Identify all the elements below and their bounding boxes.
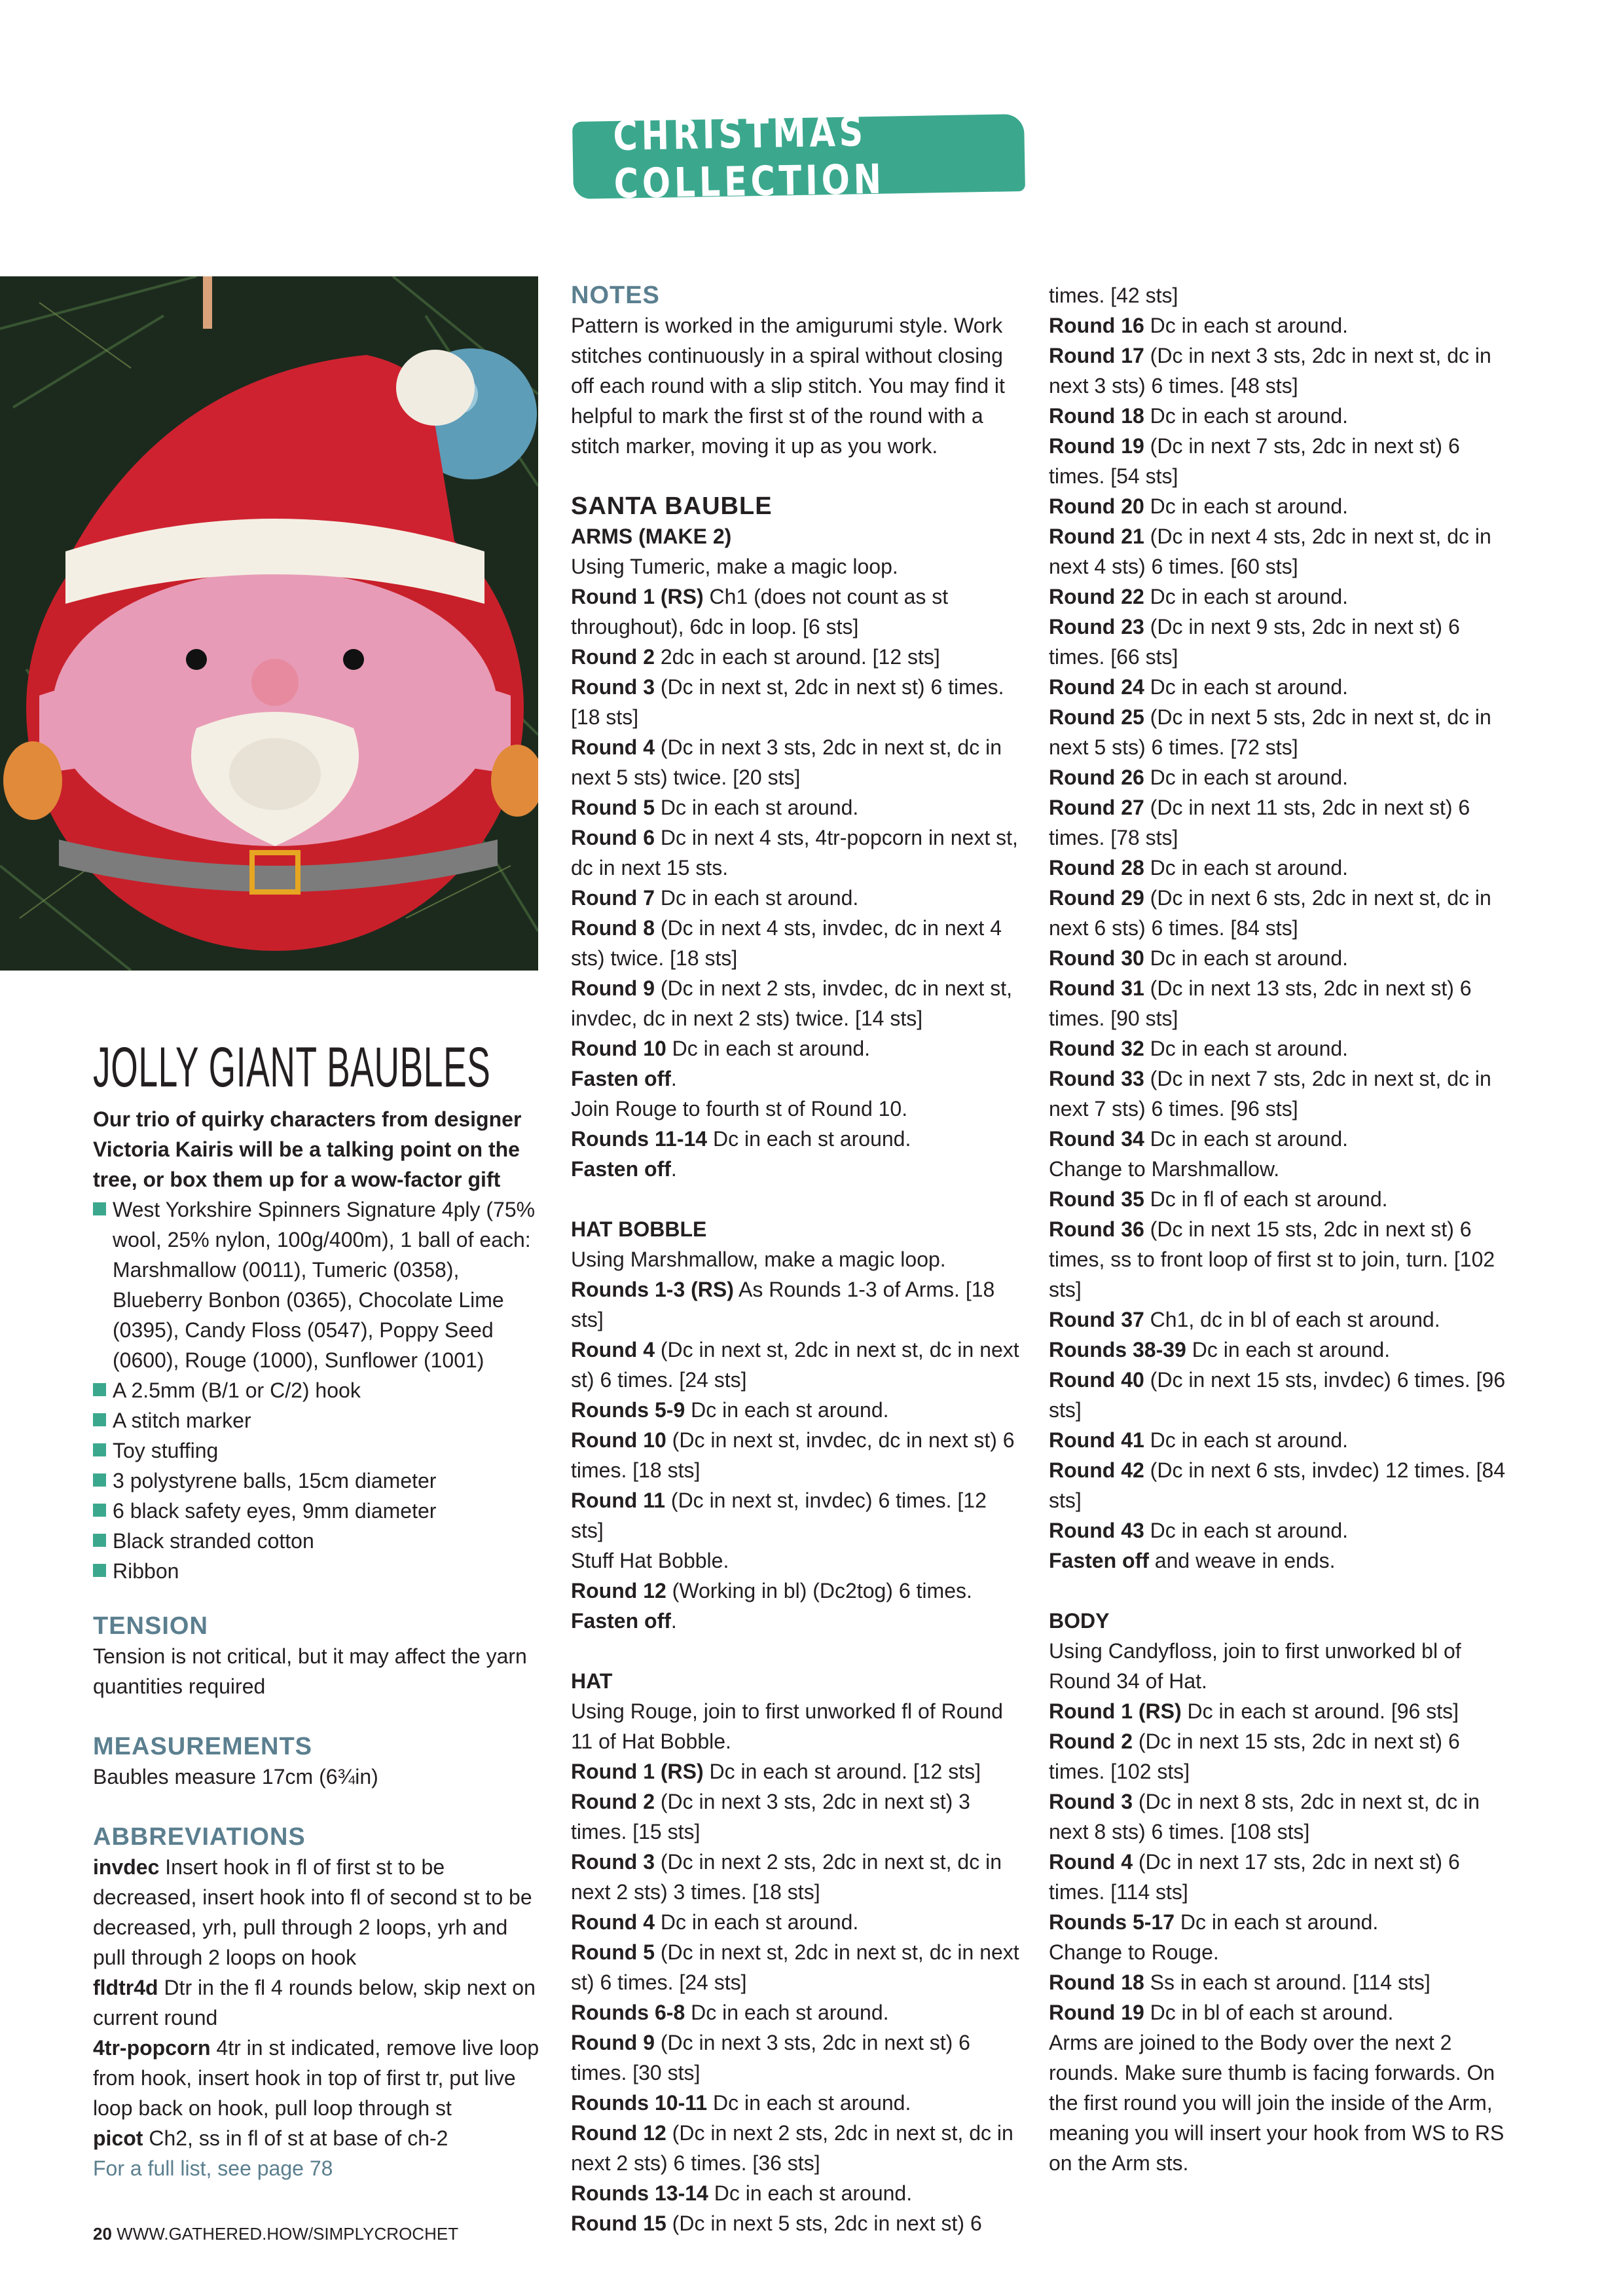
pattern-line: Arms are joined to the Body over the next 2 rounds. Make sure thumb is facing forwards. On the first round you will join the inside of the Arm, meaning you will insert your hook from WS to RS on the Arm sts. bbox=[1049, 2031, 1504, 2175]
pattern-line: Using Rouge, join to first unworked fl of Round 11 of Hat Bobble. bbox=[571, 1699, 1003, 1753]
page-number: 20 bbox=[93, 2224, 112, 2244]
tension-heading: TENSION bbox=[93, 1612, 208, 1640]
list-item: A 2.5mm (B/1 or C/2) hook bbox=[93, 1375, 551, 1405]
pattern-line: Using Candyfloss, join to first unworked bl of Round 34 of Hat. bbox=[1049, 1639, 1461, 1693]
pattern-line: Round 43 Dc in each st around. bbox=[1049, 1519, 1349, 1542]
pattern-line: Round 1 (RS) Dc in each st around. [12 sts] bbox=[571, 1760, 981, 1783]
abbreviation-item: fldtr4d Dtr in the fl 4 rounds below, skip next on current round bbox=[93, 1976, 536, 2029]
arms-instructions bbox=[571, 551, 1023, 1184]
pattern-line: Round 3 (Dc in next 2 sts, 2dc in next st, dc in next 2 sts) 3 times. [18 sts] bbox=[571, 1850, 1002, 1904]
pattern-line: Round 34 Dc in each st around. bbox=[1049, 1127, 1349, 1151]
pattern-line: Round 6 Dc in next 4 sts, 4tr-popcorn in next st, dc in next 15 sts. bbox=[571, 826, 1018, 880]
pattern-line: Round 21 (Dc in next 4 sts, 2dc in next st, dc in next 4 sts) 6 times. [60 sts] bbox=[1049, 525, 1491, 578]
pattern-line: Rounds 6-8 Dc in each st around. bbox=[571, 2001, 889, 2024]
list-item: 6 black safety eyes, 9mm diameter bbox=[93, 1496, 551, 1526]
pattern-line: Round 2 (Dc in next 3 sts, 2dc in next st) 3 times. [15 sts] bbox=[571, 1790, 970, 1843]
article-title: JOLLY GIANT BAUBLES bbox=[93, 1036, 491, 1099]
pattern-line: Round 10 (Dc in next st, invdec, dc in next st) 6 times. [18 sts] bbox=[571, 1428, 1015, 1482]
pattern-line: Rounds 1-3 (RS) As Rounds 1-3 of Arms. [18 sts] bbox=[571, 1278, 995, 1331]
hat-instructions-continued bbox=[1049, 280, 1507, 1576]
pattern-line: Round 1 (RS) Ch1 (does not count as st throughout), 6dc in loop. [6 sts] bbox=[571, 585, 949, 639]
article-intro: Our trio of quirky characters from designer Victoria Kairis will be a talking point on the tree, or box them up for a wow-factor gift bbox=[93, 1107, 522, 1191]
santa-bauble-photo bbox=[0, 276, 538, 971]
arms-heading: ARMS (MAKE 2) bbox=[571, 525, 732, 548]
pattern-line: Fasten off. bbox=[571, 1609, 677, 1633]
pattern-line: Round 5 Dc in each st around. bbox=[571, 796, 859, 819]
pattern-line: Rounds 11-14 Dc in each st around. bbox=[571, 1127, 911, 1151]
section-banner bbox=[572, 107, 1025, 208]
list-item: A stitch marker bbox=[93, 1405, 551, 1435]
notes-text: Pattern is worked in the amigurumi style. Work stitches continuously in a spiral without closing off each round with a slip stitch. You may find it helpful to mark the first st of the round with a stitch marker, moving it up as you work. bbox=[571, 314, 1005, 458]
middle-column bbox=[571, 280, 1023, 2238]
pattern-line: Round 23 (Dc in next 9 sts, 2dc in next st) 6 times. [66 sts] bbox=[1049, 615, 1460, 669]
body-heading: BODY bbox=[1049, 1609, 1110, 1633]
pattern-line: Round 12 (Dc in next 2 sts, 2dc in next st, dc in next 2 sts) 6 times. [36 sts] bbox=[571, 2121, 1013, 2175]
santa-heading: SANTA BAUBLE bbox=[571, 492, 773, 520]
pattern-line: Using Tumeric, make a magic loop. bbox=[571, 555, 898, 578]
pattern-line: Round 42 (Dc in next 6 sts, invdec) 12 times. [84 sts] bbox=[1049, 1458, 1506, 1512]
pattern-line: Round 29 (Dc in next 6 sts, 2dc in next st, dc in next 6 sts) 6 times. [84 sts] bbox=[1049, 886, 1491, 940]
hat-bobble-heading: HAT BOBBLE bbox=[571, 1217, 707, 1241]
pattern-line: Round 17 (Dc in next 3 sts, 2dc in next st, dc in next 3 sts) 6 times. [48 sts] bbox=[1049, 344, 1491, 398]
pattern-line: Round 1 (RS) Dc in each st around. [96 sts] bbox=[1049, 1699, 1459, 1723]
page-footer bbox=[93, 2224, 458, 2244]
pattern-line: Round 8 (Dc in next 4 sts, invdec, dc in next 4 sts) twice. [18 sts] bbox=[571, 916, 1002, 970]
pattern-line: Rounds 5-9 Dc in each st around. bbox=[571, 1398, 889, 1422]
list-item: Black stranded cotton bbox=[93, 1526, 551, 1556]
pattern-line: Round 41 Dc in each st around. bbox=[1049, 1428, 1349, 1452]
pattern-line: Round 16 Dc in each st around. bbox=[1049, 314, 1349, 337]
list-item: West Yorkshire Spinners Signature 4ply (75% wool, 25% nylon, 100g/400m), 1 ball of each: Marshmallow (0011), Tumeric (0358), Blueberry Bonbon (0365), Chocolate Lime (0395), Candy Floss (0547), Poppy Seed (0600), Rouge (1000), Sunflower (1001) bbox=[93, 1194, 551, 1375]
materials-list bbox=[93, 1194, 551, 1586]
pattern-line: Round 24 Dc in each st around. bbox=[1049, 675, 1349, 699]
pattern-line: Round 19 Dc in bl of each st around. bbox=[1049, 2001, 1394, 2024]
measurements-text: Baubles measure 17cm (6¾in) bbox=[93, 1765, 378, 1788]
full-list-link[interactable]: For a full list, see page 78 bbox=[93, 2157, 333, 2180]
pattern-line: Round 7 Dc in each st around. bbox=[571, 886, 859, 910]
pattern-line: Round 4 (Dc in next 3 sts, 2dc in next st, dc in next 5 sts) twice. [20 sts] bbox=[571, 735, 1002, 789]
right-column bbox=[1049, 280, 1507, 2178]
pattern-line: Rounds 13-14 Dc in each st around. bbox=[571, 2181, 913, 2205]
pattern-line: Round 2 2dc in each st around. [12 sts] bbox=[571, 645, 940, 669]
pattern-line: Round 35 Dc in fl of each st around. bbox=[1049, 1187, 1388, 1211]
pattern-line: Round 36 (Dc in next 15 sts, 2dc in next st) 6 times, ss to front loop of first st to join, turn. [102 sts] bbox=[1049, 1217, 1495, 1301]
pattern-line: Change to Rouge. bbox=[1049, 1940, 1219, 1964]
list-item: 3 polystyrene balls, 15cm diameter bbox=[93, 1466, 551, 1496]
pattern-line: Round 4 (Dc in next 17 sts, 2dc in next st) 6 times. [114 sts] bbox=[1049, 1850, 1460, 1904]
pattern-line: Rounds 38-39 Dc in each st around. bbox=[1049, 1338, 1391, 1361]
pattern-line: Round 12 (Working in bl) (Dc2tog) 6 times. bbox=[571, 1579, 972, 1602]
pattern-line: Round 10 Dc in each st around. bbox=[571, 1037, 871, 1060]
abbreviation-item: picot Ch2, ss in fl of st at base of ch-2 bbox=[93, 2126, 448, 2150]
pattern-line: Round 30 Dc in each st around. bbox=[1049, 946, 1349, 970]
pattern-line: Round 9 (Dc in next 2 sts, invdec, dc in next st, invdec, dc in next 2 sts) twice. [14 sts] bbox=[571, 976, 1012, 1030]
tension-text: Tension is not critical, but it may affect the yarn quantities required bbox=[93, 1644, 527, 1698]
body-instructions bbox=[1049, 1636, 1507, 2178]
list-item: Ribbon bbox=[93, 1556, 551, 1586]
pattern-line: Round 32 Dc in each st around. bbox=[1049, 1037, 1349, 1060]
list-item: Toy stuffing bbox=[93, 1435, 551, 1466]
measurements-heading: MEASUREMENTS bbox=[93, 1733, 313, 1760]
pattern-line: Round 22 Dc in each st around. bbox=[1049, 585, 1349, 608]
abbreviation-item: 4tr-popcorn 4tr in st indicated, remove live loop from hook, insert hook in top of first tr, put live loop back on hook, pull loop through st bbox=[93, 2036, 539, 2120]
hat-heading: HAT bbox=[571, 1669, 613, 1693]
pattern-line: Round 19 (Dc in next 7 sts, 2dc in next st) 6 times. [54 sts] bbox=[1049, 434, 1460, 488]
pattern-line: Round 26 Dc in each st around. bbox=[1049, 766, 1349, 789]
hat-instructions bbox=[571, 1696, 1023, 2238]
pattern-line: Rounds 5-17 Dc in each st around. bbox=[1049, 1910, 1379, 1934]
pattern-line: Round 4 (Dc in next st, 2dc in next st, dc in next st) 6 times. [24 sts] bbox=[571, 1338, 1019, 1392]
banner-text: CHRISTMAS COLLECTION bbox=[612, 107, 886, 208]
abbreviations-heading: ABBREVIATIONS bbox=[93, 1823, 306, 1851]
pattern-line: Round 28 Dc in each st around. bbox=[1049, 856, 1349, 880]
pattern-line: Rounds 10-11 Dc in each st around. bbox=[571, 2091, 911, 2115]
pattern-line: Round 27 (Dc in next 11 sts, 2dc in next st) 6 times. [78 sts] bbox=[1049, 796, 1470, 849]
pattern-line: Round 11 (Dc in next st, invdec) 6 times. [12 sts] bbox=[571, 1489, 987, 1542]
pattern-line: Fasten off and weave in ends. bbox=[1049, 1549, 1336, 1572]
pattern-line: Round 3 (Dc in next 8 sts, 2dc in next st, dc in next 8 sts) 6 times. [108 sts] bbox=[1049, 1790, 1480, 1843]
left-column-info bbox=[93, 1611, 545, 2183]
pattern-line: Round 33 (Dc in next 7 sts, 2dc in next st, dc in next 7 sts) 6 times. [96 sts] bbox=[1049, 1067, 1491, 1120]
pattern-line: Round 40 (Dc in next 15 sts, invdec) 6 times. [96 sts] bbox=[1049, 1368, 1506, 1422]
pattern-line: Round 18 Dc in each st around. bbox=[1049, 404, 1349, 428]
pattern-line: Join Rouge to fourth st of Round 10. bbox=[571, 1097, 908, 1120]
pattern-line: Round 18 Ss in each st around. [114 sts] bbox=[1049, 1971, 1431, 1994]
pattern-line: Round 9 (Dc in next 3 sts, 2dc in next st) 6 times. [30 sts] bbox=[571, 2031, 970, 2084]
footer-url[interactable]: WWW.GATHERED.HOW/SIMPLYCROCHET bbox=[117, 2224, 459, 2244]
pattern-line: Round 31 (Dc in next 13 sts, 2dc in next st) 6 times. [90 sts] bbox=[1049, 976, 1472, 1030]
pattern-line: times. [42 sts] bbox=[1049, 284, 1178, 307]
pattern-line: Change to Marshmallow. bbox=[1049, 1157, 1280, 1181]
pattern-line: Round 15 (Dc in next 5 sts, 2dc in next st) 6 bbox=[571, 2212, 982, 2235]
pattern-line: Round 20 Dc in each st around. bbox=[1049, 494, 1349, 518]
pattern-line: Fasten off. bbox=[571, 1157, 677, 1181]
pattern-line: Fasten off. bbox=[571, 1067, 677, 1090]
pattern-line: Round 4 Dc in each st around. bbox=[571, 1910, 859, 1934]
hat-bobble-instructions bbox=[571, 1244, 1023, 1636]
pattern-line: Using Marshmallow, make a magic loop. bbox=[571, 1248, 946, 1271]
pattern-line: Round 2 (Dc in next 15 sts, 2dc in next st) 6 times. [102 sts] bbox=[1049, 1730, 1460, 1783]
pattern-line: Round 5 (Dc in next st, 2dc in next st, dc in next st) 6 times. [24 sts] bbox=[571, 1940, 1019, 1994]
pattern-line: Round 3 (Dc in next st, 2dc in next st) 6 times. [18 sts] bbox=[571, 675, 1004, 729]
pattern-line: Round 25 (Dc in next 5 sts, 2dc in next st, dc in next 5 sts) 6 times. [72 sts] bbox=[1049, 705, 1491, 759]
pattern-line: Round 37 Ch1, dc in bl of each st around. bbox=[1049, 1308, 1440, 1331]
abbreviation-item: invdec Insert hook in fl of first st to be decreased, insert hook into fl of second st to be decreased, yrh, pull through 2 loops, yrh and pull through 2 loops on hook bbox=[93, 1855, 532, 1969]
pattern-line: Stuff Hat Bobble. bbox=[571, 1549, 729, 1572]
notes-heading: NOTES bbox=[571, 282, 660, 309]
